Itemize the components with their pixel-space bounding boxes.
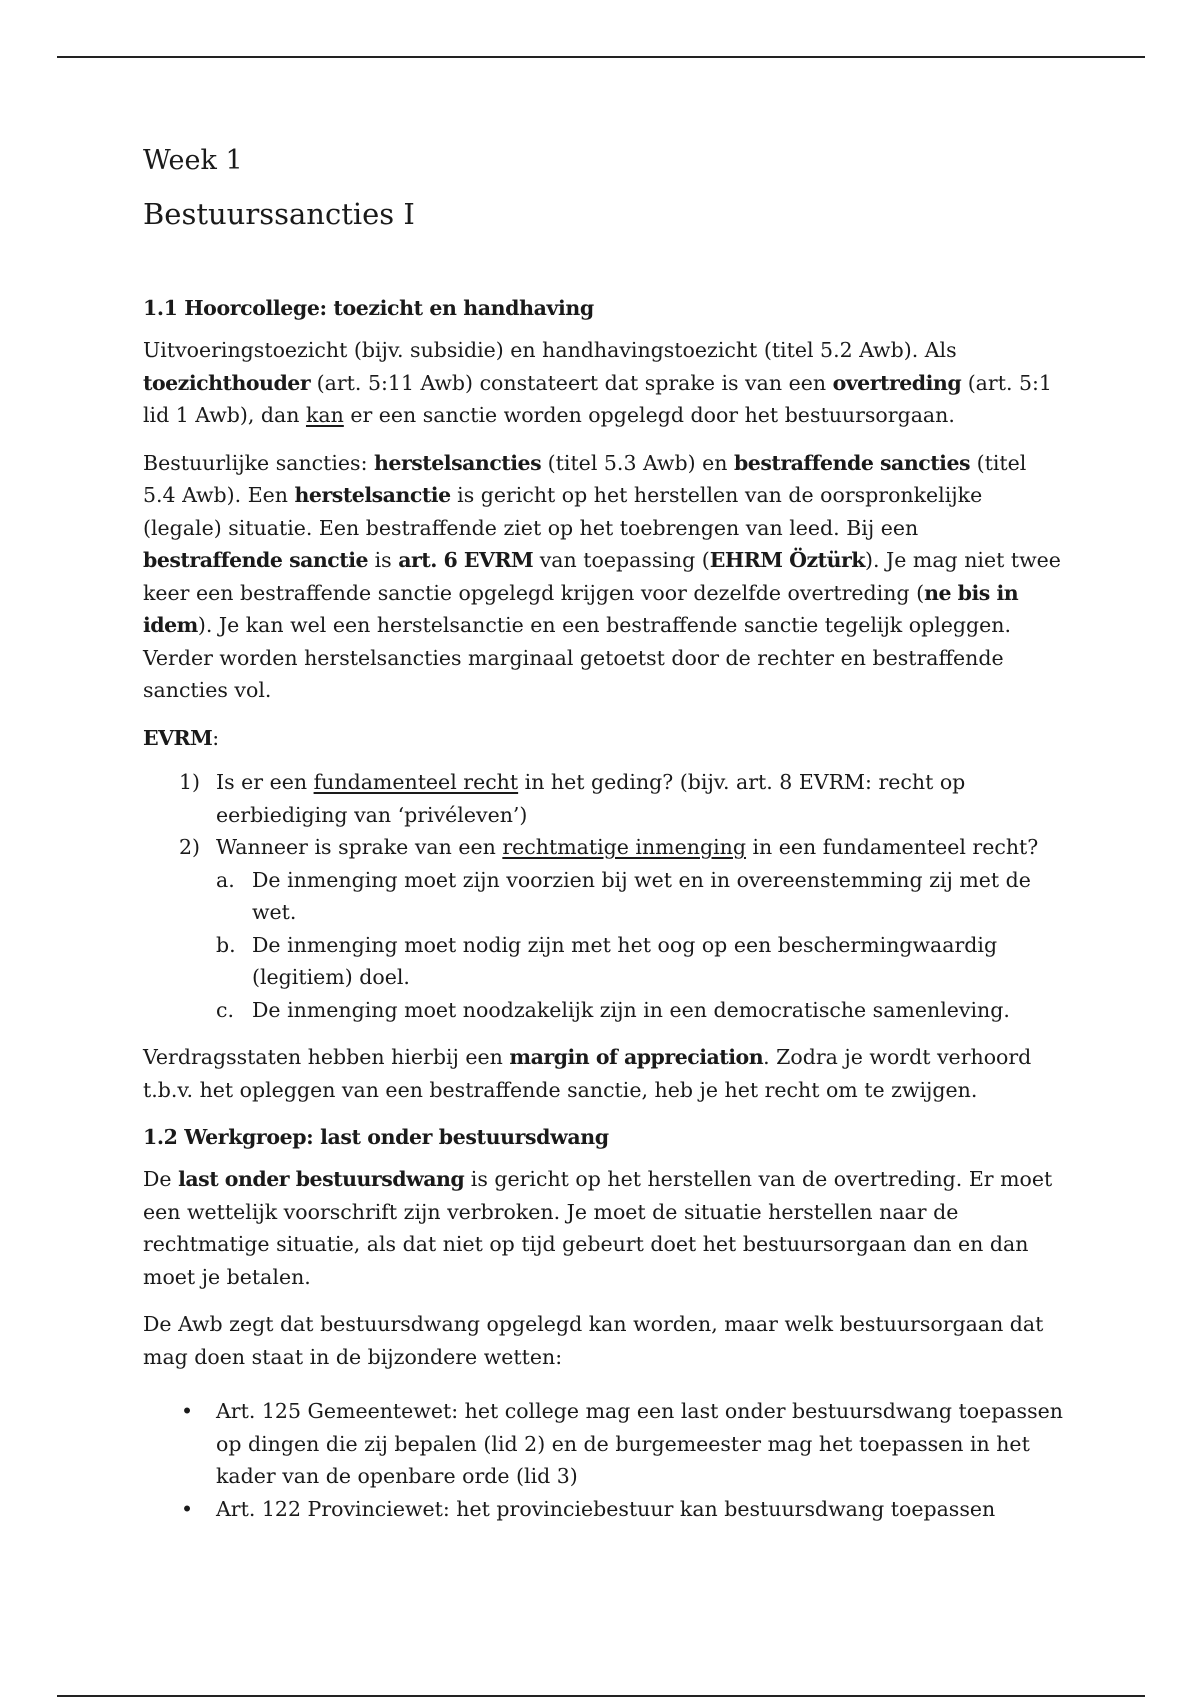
document-title: Bestuurssancties I xyxy=(143,197,415,231)
section-heading-1-2: 1.2 Werkgroep: last onder bestuursdwang xyxy=(143,1125,609,1149)
paragraph-margin: Verdragsstaten hebben hierbij een margin of appreciation. Zodra je wordt verhoord t.b.v. het opleggen van een bestraffende sanctie, heb je het recht om te zwijgen. xyxy=(143,1045,1032,1102)
paragraph-bestuursdwang: De last onder bestuursdwang is gericht op het herstellen van de overtreding. Er moet een wettelijk voorschrift zijn verbroken. Je moet de situatie herstellen naar de rechtmatige situatie, als dat niet op tijd gebeurt doet het bestuursorgaan dan en dan moet je betalen. xyxy=(143,1167,1053,1289)
sublist-letter: c. xyxy=(216,997,234,1022)
sublist-letter: b. xyxy=(216,932,236,957)
paragraph-awb: De Awb zegt dat bestuursdwang opgelegd kan worden, maar welk bestuursorgaan dat mag doen staat in de bijzondere wetten: xyxy=(143,1312,1044,1369)
header-rule xyxy=(57,56,1145,58)
list-item: 1) Is er een fundamenteel recht in het geding? (bijv. art. 8 EVRM: recht op eerbiediging van ‘privéleven’) xyxy=(143,766,1063,831)
bullet-icon: • xyxy=(181,1399,194,1423)
week-label: Week 1 xyxy=(143,145,243,176)
list-item: • Art. 125 Gemeentewet: het college mag een last onder bestuursdwang toepassen op dingen die zij bepalen (lid 2) en de burgemeester mag het toepassen in het kader van de openbare orde (lid 3) xyxy=(143,1395,1063,1493)
paragraph-sancties: Bestuurlijke sancties: herstelsancties (titel 5.3 Awb) en bestraffende sancties (titel 5.4 Awb). Een herstelsanctie is gericht op het herstellen van de oorspronkelijke (legale) situatie. Een bestraffende ziet op het toebrengen van leed. Bij een bestraffende sanctie is art. 6 EVRM van toepassing (EHRM Öztürk). Je mag niet twee keer een bestraffende sanctie opgelegd krijgen voor dezelfde overtreding (ne bis in idem). Je kan wel een herstelsanctie en een bestraffende sanctie tegelijk opleggen. Verder worden herstelsancties marginaal getoetst door de rechter en bestraffende sancties vol. xyxy=(143,450,1061,702)
bullet-icon: • xyxy=(181,1496,194,1521)
bullet-list xyxy=(143,1395,1063,1525)
evrm-sublist xyxy=(216,864,1063,1027)
evrm-list xyxy=(143,766,1063,1026)
list-number: 2) xyxy=(179,835,201,859)
sublist-item: c. De inmenging moet noodzakelijk zijn in een democratische samenleving. xyxy=(216,994,1063,1027)
evrm-label: EVRM: xyxy=(143,725,220,750)
sublist-item: b. De inmenging moet nodig zijn met het oog op een beschermingwaardig (legitiem) doel. xyxy=(216,929,1063,994)
list-item: • Art. 122 Provinciewet: het provinciebestuur kan bestuursdwang toepassen xyxy=(143,1493,1063,1526)
sublist-item: a. De inmenging moet zijn voorzien bij wet en in overeenstemming zij met de wet. xyxy=(216,864,1063,929)
footer-rule xyxy=(57,1695,1145,1697)
list-number: 1) xyxy=(179,770,201,794)
paragraph-toezicht: Uitvoeringstoezicht (bijv. subsidie) en handhavingstoezicht (titel 5.2 Awb). Als toezichthouder (art. 5:11 Awb) constateert dat sprake is van een overtreding (art. 5:1 lid 1 Awb), dan kan er een sanctie worden opgelegd door het bestuursorgaan. xyxy=(143,338,1052,427)
document-body xyxy=(143,142,1063,1525)
list-item: 2) Wanneer is sprake van een rechtmatige inmenging in een fundamenteel recht? a. De inmenging moet zijn voorzien bij wet en in overeenstemming zij met de wet. b. De inmenging moet nodig zijn met het oog op een beschermingwaardig (legitiem) doel. c. De inmenging moet noodzakelijk zijn in een democratische samenleving. xyxy=(143,831,1063,1026)
section-heading-1-1: 1.1 Hoorcollege: toezicht en handhaving xyxy=(143,296,594,320)
sublist-letter: a. xyxy=(216,867,235,892)
